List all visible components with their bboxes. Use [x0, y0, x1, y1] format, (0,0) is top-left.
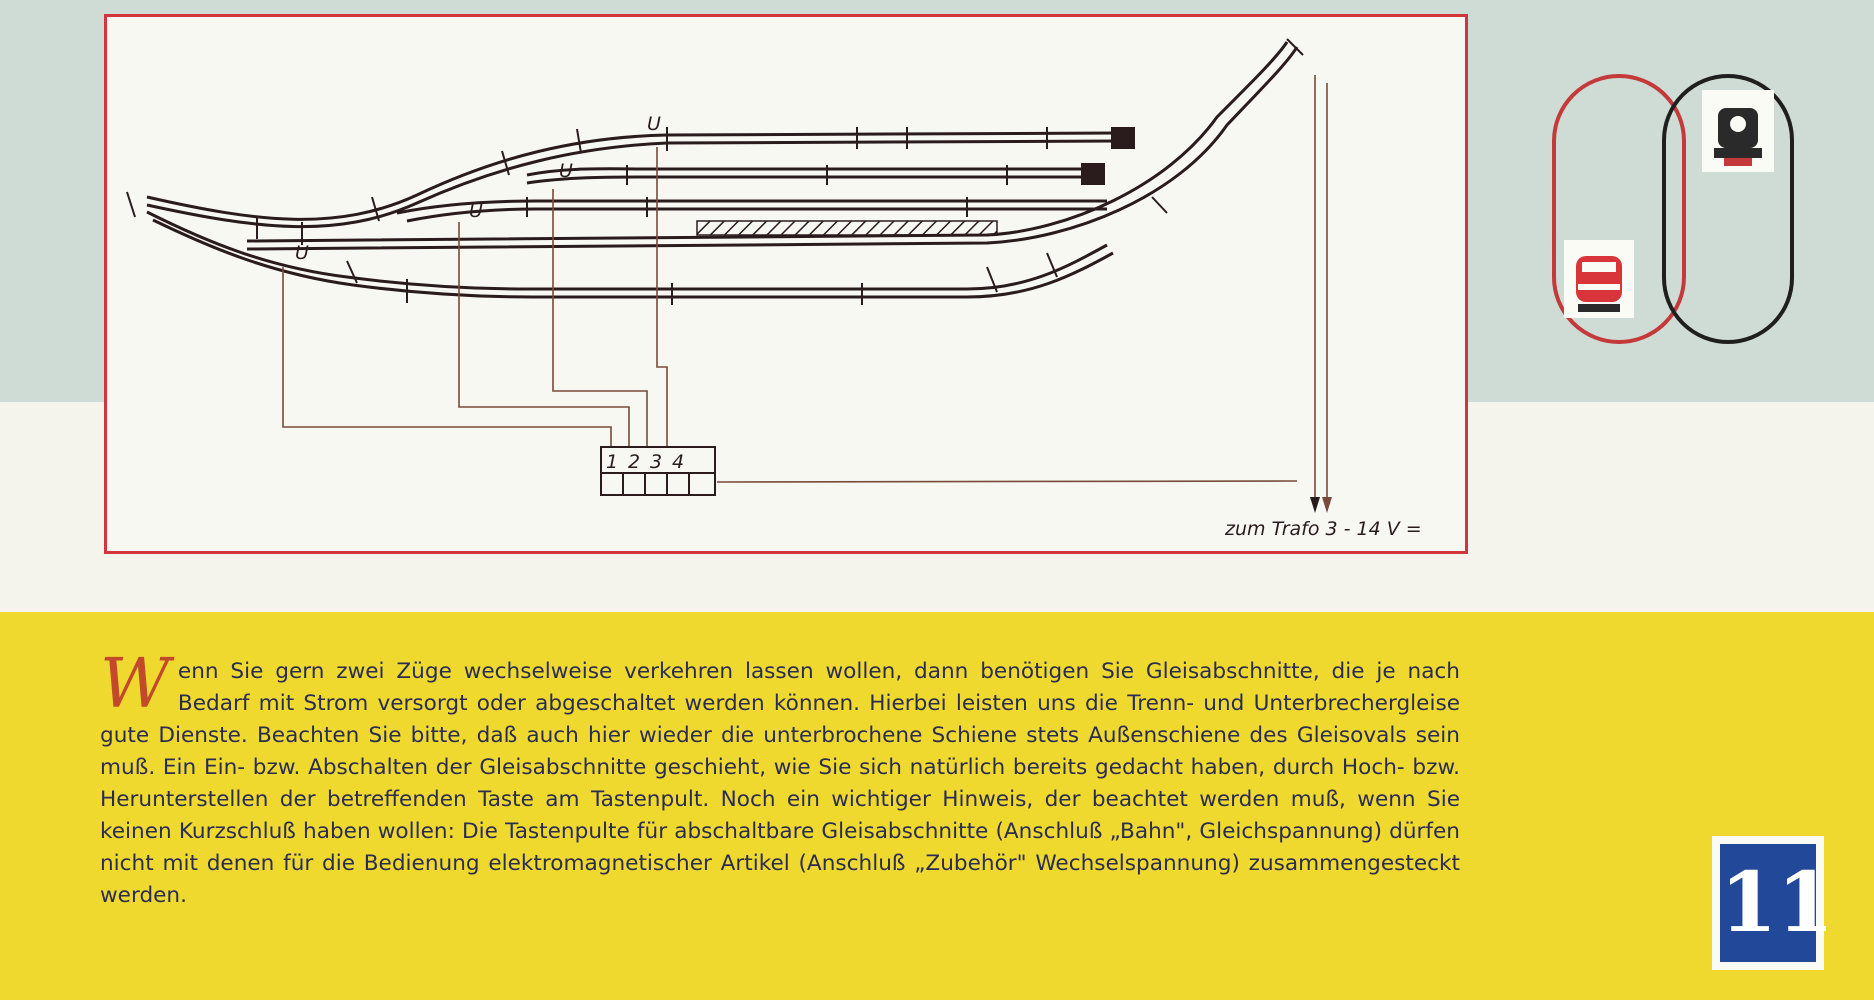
panel-number: 2	[628, 451, 641, 473]
track-label: U	[647, 113, 661, 135]
main-track-rail	[147, 141, 1117, 227]
panel-number: 1	[606, 451, 619, 473]
loop-track-rail	[247, 47, 1297, 249]
body-text	[100, 645, 1460, 912]
track-label: U	[559, 160, 573, 182]
arrow-head	[1310, 497, 1320, 513]
track-wiring-diagram	[104, 14, 1468, 554]
siding-track-rail	[527, 177, 1087, 183]
panel-number: 4	[672, 451, 685, 473]
panel-number: 3	[650, 451, 663, 473]
page-number: 11	[1720, 844, 1816, 962]
steam-locomotive-icon	[1702, 90, 1774, 172]
page-number-badge	[1712, 836, 1835, 970]
buffer-stop	[1111, 127, 1135, 149]
track-label: U	[295, 242, 309, 264]
two-oval-illustration	[1548, 68, 1798, 350]
track-label: U	[469, 200, 483, 222]
feeder-wire	[553, 189, 647, 447]
drop-cap-letter: W	[100, 645, 170, 724]
buffer-stop	[1081, 163, 1105, 185]
siding-track-rail	[407, 209, 1107, 221]
feeder-wire	[459, 222, 629, 447]
diesel-locomotive-icon	[1564, 240, 1634, 318]
body-paragraph: enn Sie gern zwei Züge wechselweise verkehren lassen wollen, dann benötigen Sie Gleisabschnitte, die je nach Bedarf mit Strom versorgt oder abgeschaltet werden können. Hierbei leisten uns die Trenn- und Unterbrechergleise gute Dienste. Beachten Sie bitte, daß auch hier wieder die unterbrochene Schiene stets Außenschiene des Gleisovals sein muß. Ein Ein- bzw. Abschalten der Gleisabschnitte geschieht, wie Sie sich natürlich bereits gedacht haben, durch Hoch- bzw. Herunterstellen der betreffenden Taste am Tastenpult. Noch ein wichtiger Hinweis, der beachtet werden muß, wenn Sie keinen Kurzschluß haben wollen: Die Tastenpulte für abschaltbare Gleisabschnitte (Anschluß „Bahn", Gleichspannung) dürfen nicht mit denen für die Bedienung elektromagnetischer Artikel (Anschluß „Zubehör" Wechselspannung) zusammengesteckt werden.	[100, 659, 1460, 908]
siding-track-rail	[527, 169, 1087, 175]
trafo-label: zum Trafo 3 - 14 V =	[1225, 518, 1422, 540]
arrow-head	[1322, 497, 1332, 513]
track-layout-svg	[107, 17, 1465, 551]
isolated-track-section	[697, 221, 997, 235]
feeder-wire	[717, 481, 1297, 482]
